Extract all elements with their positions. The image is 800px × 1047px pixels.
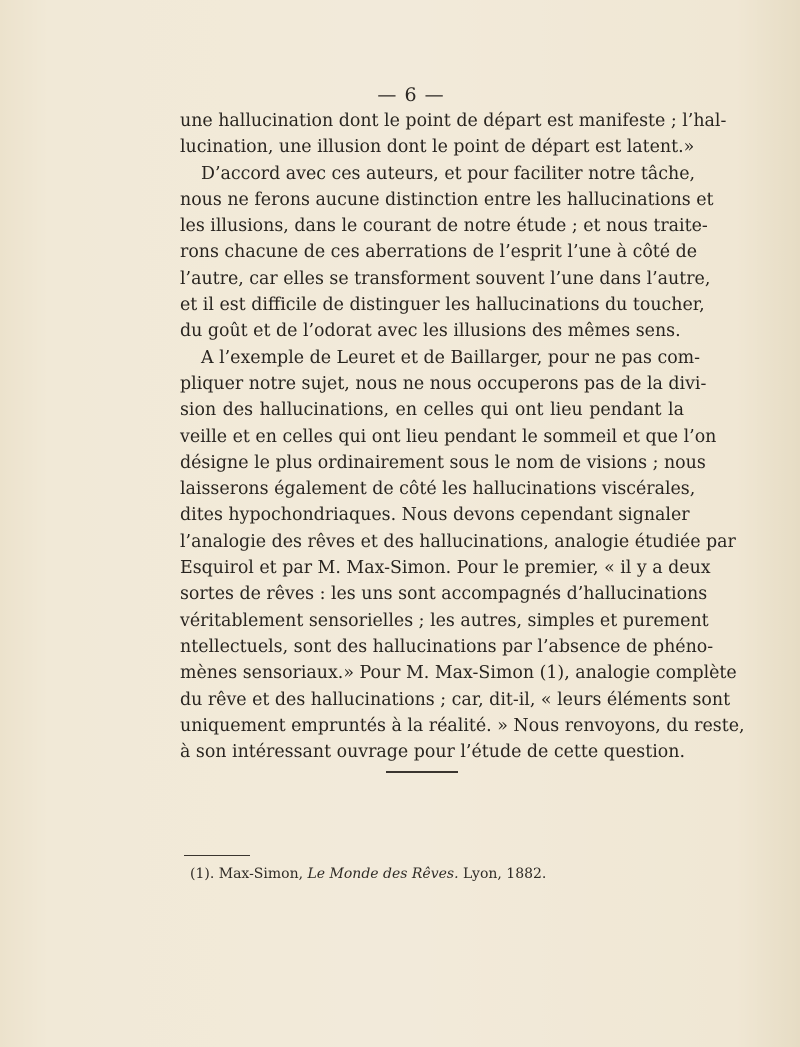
text-line: laisserons également de côté les hallucinations viscérales, <box>180 479 696 500</box>
text-line: désigne le plus ordinairement sous le nom de visions ; nous <box>180 452 706 473</box>
footnote-place-year: Lyon, 1882. <box>463 866 547 882</box>
text-line: et il est difficile de distinguer les hallucinations du toucher, <box>180 295 705 316</box>
text-line: l’analogie des rêves et des hallucinations, analogie étudiée par <box>180 531 736 552</box>
text-line: dites hypochondriaques. Nous devons cependant signaler <box>180 505 690 526</box>
body-text <box>180 108 745 765</box>
text-line: l’autre, car elles se transforment souvent l’une dans l’autre, <box>180 268 711 289</box>
footnote-author: Max-Simon, <box>218 866 304 882</box>
page-number: — 6 — <box>377 84 445 106</box>
text-line: rons chacune de ces aberrations de l’esprit l’une à côté de <box>180 242 698 263</box>
text-line: du rêve et des hallucinations ; car, dit-il, « leurs éléments sont <box>180 689 731 710</box>
text-line: du goût et de l’odorat avec les illusions des mêmes sens. <box>180 321 681 342</box>
text-line: uniquement empruntés à la réalité. » Nous renvoyons, du reste, <box>180 715 745 736</box>
text-line: A l’exemple de Leuret et de Baillarger, pour ne pas com- <box>201 347 701 368</box>
footnote-marker: (1). <box>190 866 215 882</box>
text-line: nous ne ferons aucune distinction entre les hallucinations et <box>180 189 714 210</box>
text-line: mènes sensoriaux.» Pour M. Max-Simon (1), analogie complète <box>180 663 737 684</box>
footnote <box>190 866 546 882</box>
text-line: sion des hallucinations, en celles qui ont lieu pendant la <box>180 400 684 421</box>
text-line: Esquirol et par M. Max-Simon. Pour le premier, « il y a deux <box>180 558 711 579</box>
footnote-divider <box>184 855 250 856</box>
text-line: pliquer notre sujet, nous ne nous occuperons pas de la divi- <box>180 373 707 394</box>
text-line: lucination, une illusion dont le point de départ est latent.» <box>180 137 695 158</box>
footnote-title: Le Monde des Rêves. <box>307 866 459 882</box>
text-line: une hallucination dont le point de départ est manifeste ; l’hal- <box>180 111 727 131</box>
text-line: ntellectuels, sont des hallucinations par l’absence de phéno- <box>180 636 714 657</box>
text-line: les illusions, dans le courant de notre étude ; et nous traite- <box>180 216 708 237</box>
text-line: véritablement sensorielles ; les autres, simples et purement <box>180 610 709 631</box>
text-line: sortes de rêves : les uns sont accompagnés d’hallucinations <box>180 584 708 605</box>
text-line: veille et en celles qui ont lieu pendant le sommeil et que l’on <box>180 426 717 447</box>
section-divider <box>386 771 458 773</box>
text-line: D’accord avec ces auteurs, et pour faciliter notre tâche, <box>201 163 696 184</box>
text-line: à son intéressant ouvrage pour l’étude de cette question. <box>180 742 685 763</box>
